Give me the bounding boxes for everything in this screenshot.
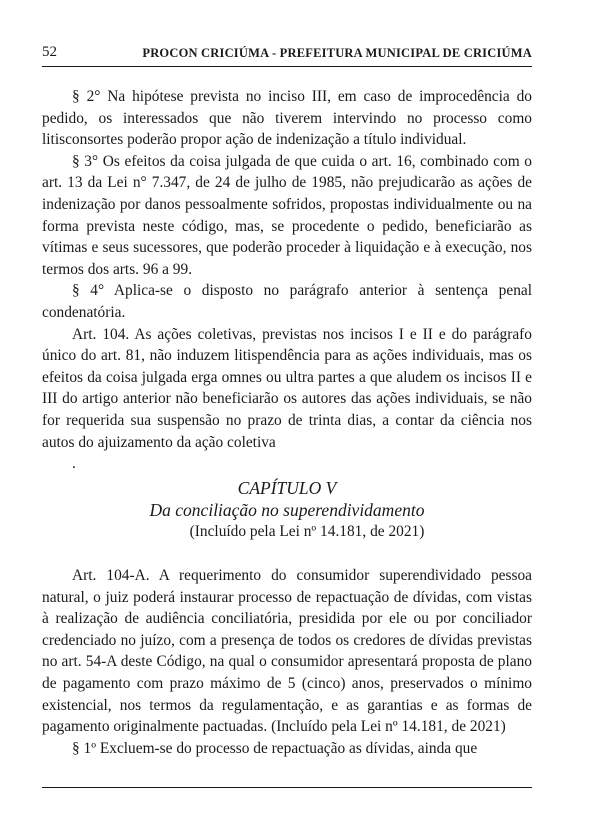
paragraph-4: § 4° Aplica-se o disposto no parágrafo anterior à sentença penal condenatória. [42, 282, 532, 321]
article-104-a: Art. 104-A. A requerimento do consumidor superendividado pessoa natural, o juiz poderá instaurar processo de repactuação de dívidas, com vistas à realização de audiência conciliatória, presidida por ele ou por conciliador credenciado no juízo, com a presença de todos os credores de dívidas previstas no art. 54-A deste Código, na qual o consumidor apresentará proposta de plano de pagamento com prazo máximo de 5 (cinco) anos, preservados o mínimo existencial, nos termos da regulamentação, e as garantias e as formas de pagamento originalmente pactuadas. (Incluído pela Lei nº 14.181, de 2021) [42, 567, 532, 736]
spacer [42, 543, 532, 565]
paragraph-1-104-a: § 1º Excluem-se do processo de repactuação as dívidas, ainda que [72, 739, 478, 757]
stray-dot: . [72, 455, 76, 473]
chapter-subtitle: Da conciliação no superendividamento [149, 500, 425, 521]
article-104: Art. 104. As ações coletivas, previstas nos incisos I e II e do parágrafo único do art. 81, não induzem litispendência para as ações individuais, mas os efeitos da coisa julgada erga omnes ou ultra partes a que aludem os incisos II e III do artigo anterior não beneficiarão os autores das ações individuais, se não for requerida sua suspensão no prazo de trinta dias, a contar da ciência nos autos do ajuizamento da ação coletiva [42, 325, 532, 451]
running-head: PROCON CRICIÚMA - PREFEITURA MUNICIPAL DE CRICIÚMA [142, 46, 532, 60]
page-number: 52 [42, 44, 57, 60]
paragraph-3: § 3° Os efeitos da coisa julgada de que cuida o art. 16, combinado com o art. 13 da Lei n° 7.347, de 24 de julho de 1985, não prejudicarão as ações de indenização por danos pessoalmente sofridos, propostas individualmente ou na forma prevista neste código, mas, se procedente o pedido, beneficiarão as vítimas e seus sucessores, que poderão proceder à liquidação e à execução, nos termos dos arts. 96 a 99. [42, 152, 532, 278]
footer-rule [42, 787, 532, 788]
paragraph-2: § 2° Na hipótese prevista no inciso III, em caso de improcedência do pedido, os interessados que não tiverem intervindo no processo como litisconsortes poderão propor ação de indenização a título individual. [42, 88, 532, 149]
document-body [42, 86, 532, 759]
chapter-title: CAPÍTULO V [237, 478, 337, 499]
chapter-heading [42, 477, 532, 543]
chapter-note: (Incluído pela Lei nº 14.181, de 2021) [189, 523, 425, 541]
page-header [42, 44, 532, 67]
